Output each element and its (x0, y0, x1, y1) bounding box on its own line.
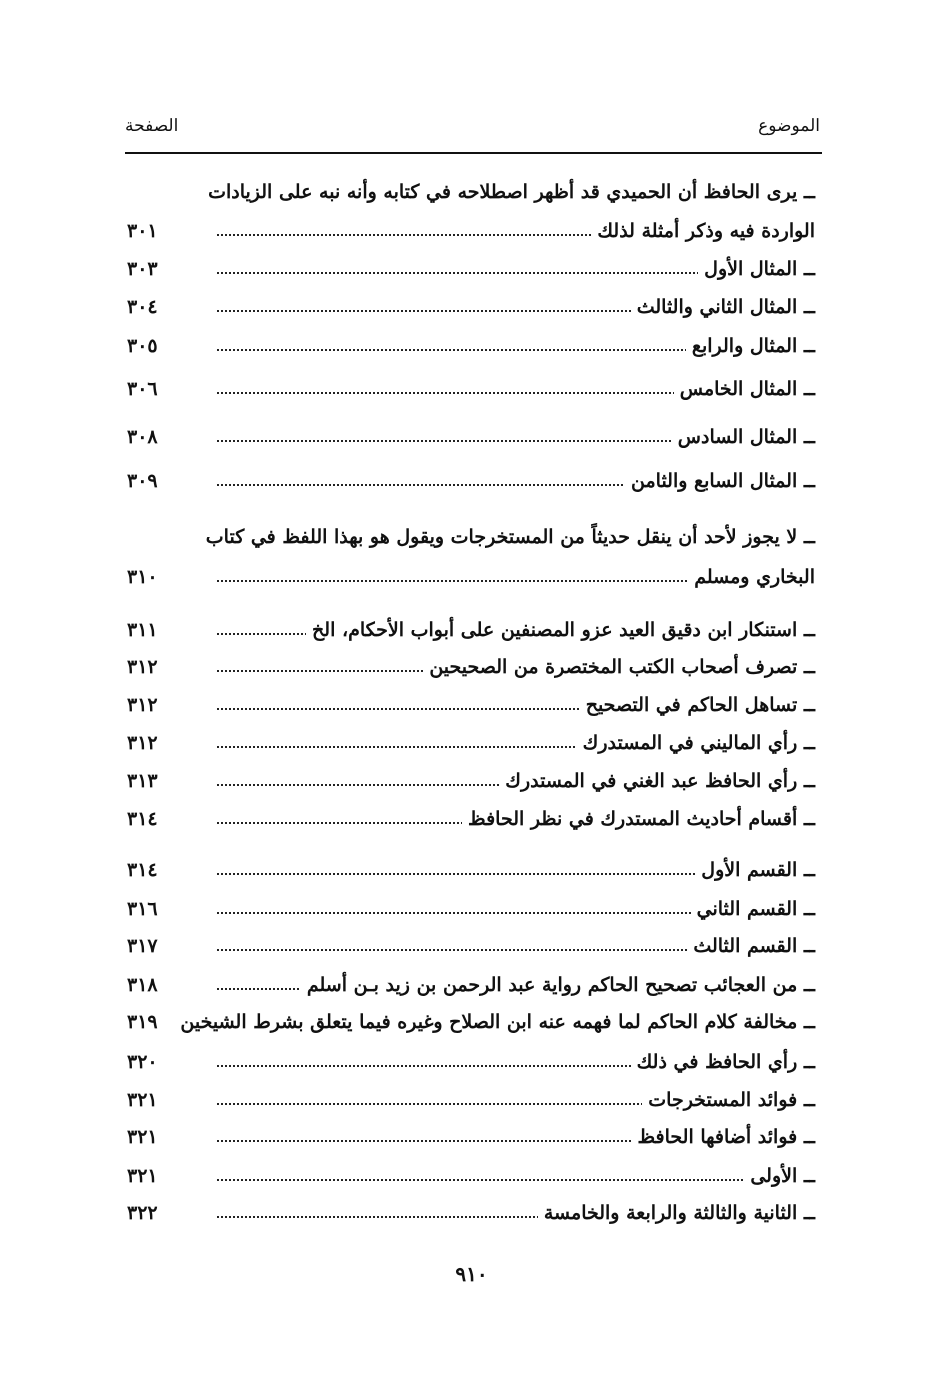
toc-entry-title: ــ تصرف أصحاب الكتب المختصرة من الصحيحين (423, 650, 815, 684)
toc-entry (125, 1083, 815, 1121)
toc-entry (125, 1196, 815, 1234)
toc-entry-title: الواردة فيه وذكر أمثلة لذلك (591, 214, 815, 248)
toc-entry (125, 802, 815, 840)
table-of-contents-header (125, 112, 822, 154)
toc-entry-page: ٣٠٤ (127, 296, 158, 318)
toc-entry (125, 214, 815, 252)
toc-entry (125, 892, 815, 930)
toc-entry-title: ــ القسم الأول (695, 853, 815, 887)
toc-entry-page: ٣١٤ (127, 808, 158, 830)
toc-entry-title: ــ رأي الماليني في المستدرك (577, 726, 815, 760)
toc-entry-title: ــ المثال الخامس (674, 372, 815, 406)
toc-entry-title: ــ مخالفة كلام الحاكم لما فهمه عنه ابن الصلاح وغيره فيما يتعلق بشرط الشيخين (174, 1005, 815, 1039)
toc-entry-title: ــ تساهل الحاكم في التصحيح (580, 688, 815, 722)
toc-entry (125, 688, 815, 726)
toc-entry-title: ــ رأي الحافظ عبد الغني في المستدرك (499, 764, 815, 798)
toc-entry-title: ــ يرى الحافظ أن الحميدي قد أظهر اصطلاحه في كتابه وأنه نبه على الزيادات (208, 181, 815, 203)
toc-entry (125, 252, 815, 290)
toc-entry-page: ٣١٨ (127, 974, 158, 996)
toc-entry (125, 650, 815, 688)
dot-leader (217, 1179, 815, 1181)
toc-entry-title: ــ رأي الحافظ في ذلك (631, 1045, 815, 1079)
toc-entry-page: ٣٢١ (127, 1126, 158, 1148)
toc-entry (125, 1159, 815, 1197)
toc-entry-title: ــ فوائد أضافها الحافظ (632, 1120, 816, 1154)
toc-entry-title: ــ القسم الثالث (687, 929, 815, 963)
toc-entry-page: ٣٠٣ (127, 258, 158, 280)
toc-entry-page: ٣١٤ (127, 859, 158, 881)
toc-entry-title: ــ الأولى (744, 1159, 815, 1193)
toc-entry-title: ــ القسم الثاني (691, 892, 815, 926)
toc-entry (125, 560, 815, 598)
page-column-label: الصفحة (125, 116, 179, 136)
toc-entry-page: ٣١٠ (127, 566, 158, 588)
toc-entry (125, 1045, 815, 1083)
toc-entry-page: ٣٠٥ (127, 335, 158, 357)
toc-entry-title: ــ المثال والرابع (686, 329, 815, 363)
toc-entry-title: ــ أقسام أحاديث المستدرك في نظر الحافظ (462, 802, 815, 836)
toc-entry (125, 372, 815, 410)
toc-entry (125, 726, 815, 764)
toc-entry (125, 290, 815, 328)
toc-entry-title: ــ المثال السادس (672, 420, 815, 454)
toc-entry-page: ٣١٢ (127, 732, 158, 754)
page-number: ٩١٠ (455, 1262, 488, 1286)
toc-entry-page: ٣٢٠ (127, 1051, 158, 1073)
toc-entry-page: ٣١١ (127, 619, 158, 641)
toc-entry-page: ٣٢٢ (127, 1202, 158, 1224)
toc-entry (205, 175, 815, 213)
toc-entry-page: ٣٢١ (127, 1165, 158, 1187)
toc-entry-page: ٣٠٨ (127, 426, 158, 448)
toc-entry-page: ٣٠٩ (127, 470, 158, 492)
toc-entry (125, 464, 815, 502)
toc-entry (125, 929, 815, 967)
toc-entry-page: ٣١٣ (127, 770, 158, 792)
toc-entry (205, 520, 815, 558)
toc-entry (125, 329, 815, 367)
toc-entry-title: ــ الثانية والثالثة والرابعة والخامسة (538, 1196, 815, 1230)
toc-entry-title: ــ المثال الأول (698, 252, 815, 286)
toc-entry (125, 968, 815, 1006)
toc-entry-page: ٣١٩ (127, 1011, 158, 1033)
toc-entry (125, 1120, 815, 1158)
toc-entry-page: ٣١٦ (127, 898, 158, 920)
toc-entry-title: ــ المثال السابع والثامن (625, 464, 815, 498)
toc-entry-title: ــ لا يجوز لأحد أن ينقل حديثاً من المستخرجات ويقول هو بهذا اللفظ في كتاب (205, 526, 815, 548)
toc-entry (125, 1005, 815, 1043)
topic-column-label: الموضوع (758, 116, 820, 136)
toc-entry-title: ــ استنكار ابن دقيق العيد عزو المصنفين على أبواب الأحكام، الخ (306, 613, 815, 647)
toc-entry-page: ٣١٢ (127, 656, 158, 678)
toc-entry-title: ــ فوائد المستخرجات (642, 1083, 815, 1117)
toc-entry-page: ٣١٢ (127, 694, 158, 716)
toc-entry (125, 853, 815, 891)
toc-entry-page: ٣٠٦ (127, 378, 158, 400)
toc-entry (125, 764, 815, 802)
toc-entry-page: ٣١٧ (127, 935, 158, 957)
toc-entry (125, 420, 815, 458)
toc-entry-page: ٣٢١ (127, 1089, 158, 1111)
toc-entry (125, 613, 815, 651)
toc-entry-page: ٣٠١ (127, 220, 158, 242)
toc-entry-title: ــ المثال الثاني والثالث (631, 290, 815, 324)
toc-entry-title: ــ من العجائب تصحيح الحاكم رواية عبد الرحمن بن زيد بـن أسلم (301, 968, 815, 1002)
toc-entry-title: البخاري ومسلم (688, 560, 815, 594)
